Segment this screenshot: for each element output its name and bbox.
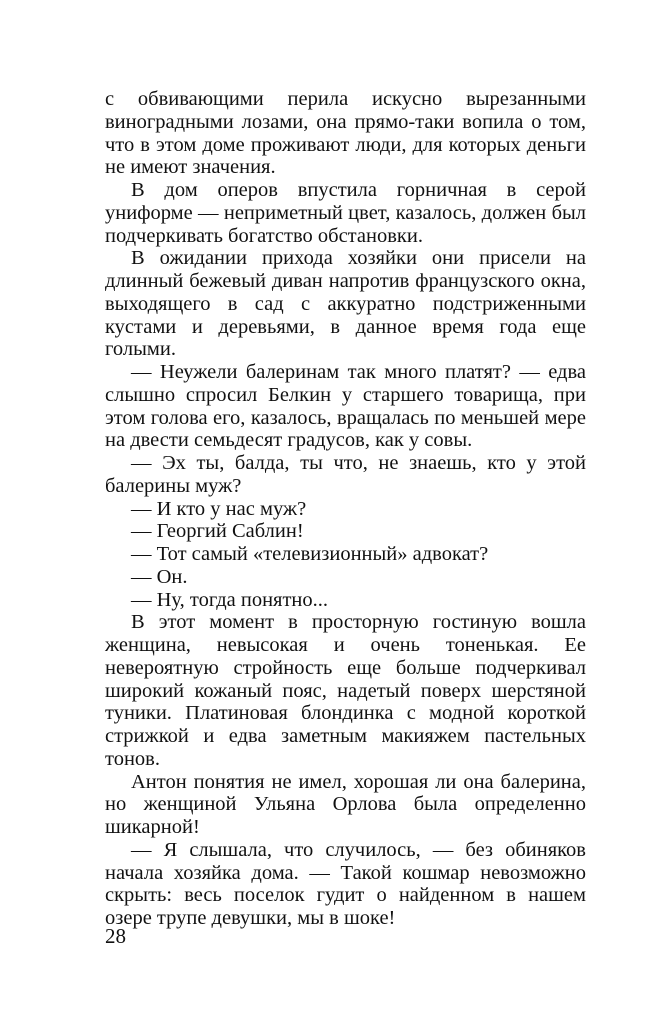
paragraph-4: — Неужели балеринам так много платят? — едва слышно спросил Белкин у старшего товарища, при этом голова его, казалось, вращалась по меньшей мере на двести семьдесят градусов, как у совы. [105,361,586,452]
paragraph-11: В этот момент в просторную гостиную вошла женщина, невысокая и очень тоненькая. Ее невероятную стройность еще больше подчеркивал широкий кожаный пояс, надетый поверх шерстяной туники. Платиновая блондинка с модной короткой стрижкой и едва заметным макияжем пастельных тонов. [105,611,586,770]
paragraph-13: — Я слышала, что случилось, — без обиняков начала хозяйка дома. — Такой кошмар невозможно скрыть: весь поселок гудит о найденном в нашем озере трупе девушки, мы в шоке! [105,838,586,929]
paragraph-3: В ожидании прихода хозяйки они присели на длинный бежевый диван напротив французского окна, выходящего в сад с аккуратно подстриженными кустами и деревьями, в данное время года еще голыми. [105,247,586,361]
book-page-text [105,88,586,930]
paragraph-5: — Эх ты, балда, ты что, не знаешь, кто у этой балерины муж? [105,452,586,497]
page-number: 28 [105,924,126,948]
paragraph-6: — И кто у нас муж? [131,497,307,520]
paragraph-8: — Тот самый «телевизионный» адвокат? [131,543,489,565]
paragraph-2: В дом оперов впустила горничная в серой униформе — неприметный цвет, казалось, должен был подчеркивать богатство обстановки. [105,179,586,247]
paragraph-7: — Георгий Саблин! [131,520,304,543]
paragraph-10: — Ну, тогда понятно... [131,588,329,611]
paragraph-9: — Он. [131,565,188,588]
paragraph-1: с обвивающими перила искусно вырезанными виноградными лозами, она прямо-таки вопила о том, что в этом доме проживают люди, для которых деньги не имеют значения. [105,88,586,179]
paragraph-12: Антон понятия не имел, хорошая ли она балерина, но женщиной Ульяна Орлова была определенно шикарной! [105,770,586,838]
